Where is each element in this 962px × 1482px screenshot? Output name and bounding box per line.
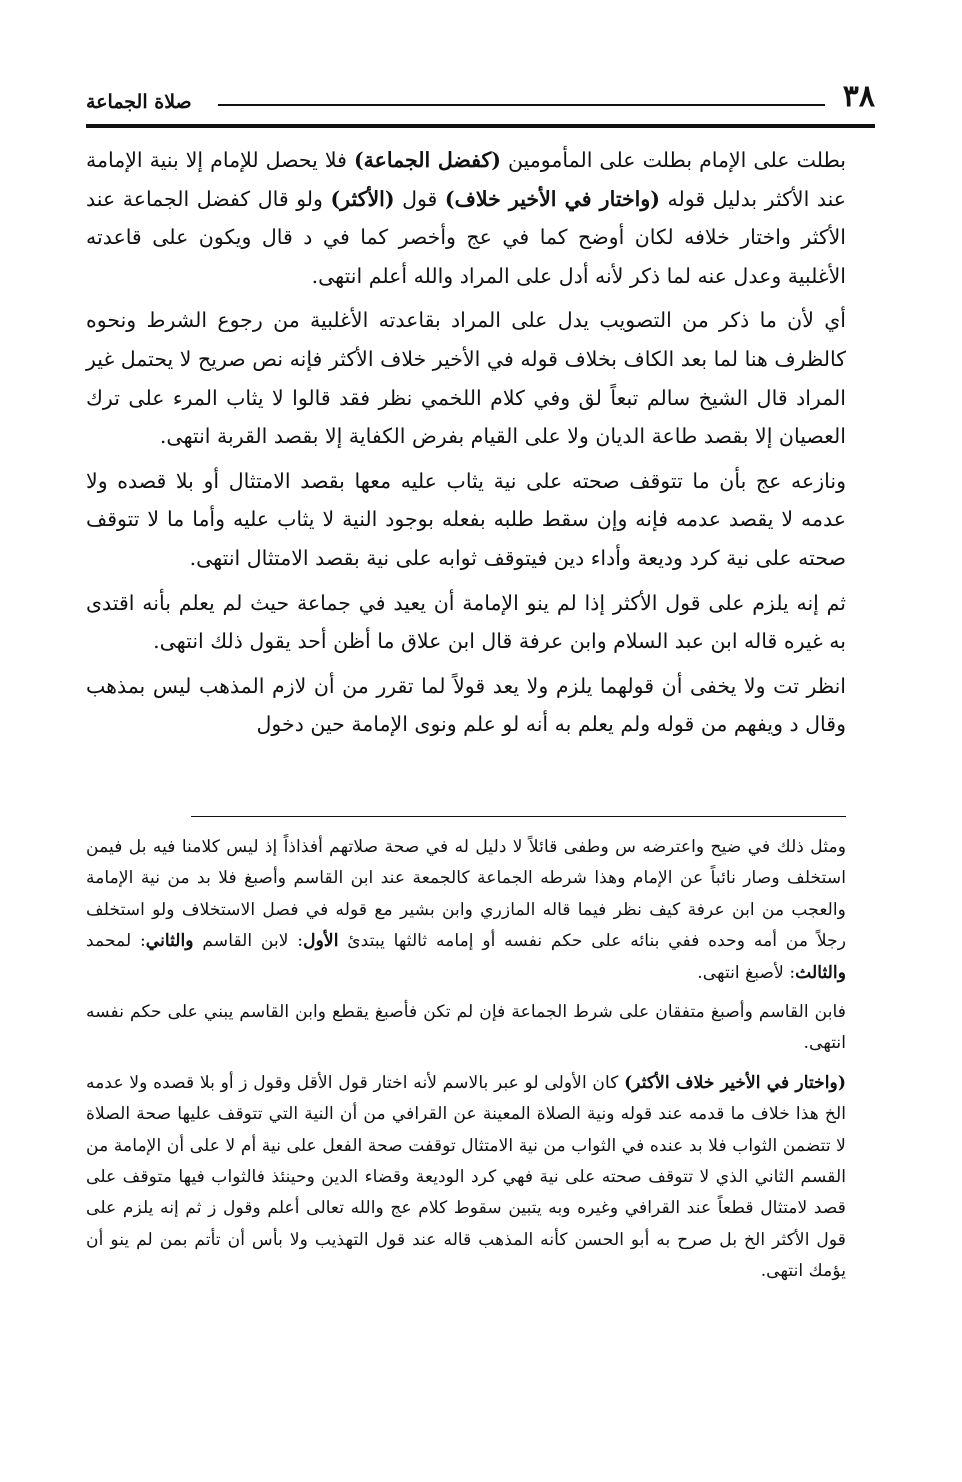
- bold-segment: (واختار في الأخير خلاف الأكثر): [624, 1072, 846, 1093]
- main-text: [86, 141, 846, 750]
- footnote-paragraph: [86, 1068, 846, 1288]
- text-segment: : لمحمد: [86, 931, 146, 952]
- text-segment: : لابن القاسم: [193, 931, 304, 952]
- running-title: صلاة الجماعة: [86, 91, 192, 113]
- header-rule: [218, 104, 825, 106]
- running-header: [86, 79, 875, 120]
- bold-segment: (واختار في الأخير خلاف): [444, 186, 660, 211]
- footnotes: [86, 832, 846, 1296]
- text-segment: قول: [394, 186, 445, 211]
- text-segment: كان الأولى لو عبر بالاسم لأنه اختار قول الأقل وقول ز أو بلا قصده ولا عدمه الخ هذا خلاف ما قدمه عند قوله ونية الصلاة المعينة عن القرافي من أن النية التي تتوقف عليها صحة الصلاة لا تتضمن الثواب فلا بد عنده في الثواب من نية الامتثال توقفت صحة الفعل على نية أم لا على أن الإمامة من القسم الثاني الذي لا تتوقف صحته على نية فهي كرد الوديعة وقضاء الدين وحينئذ فالثواب فيها متوقف على قصد لامتثال قطعاً عند القرافي وغيره وبه يتبين سقوط كلام عج والله تعالى أعلم وقول ز ثم إنه يلزم على قول الأكثر الخ بل صرح به أبو الحسن كأنه المذهب قاله عند قول التهذيب ولا بأس أن تأتم بمن لم ينو أن يؤمك انتهى.: [86, 1072, 846, 1282]
- text-segment: ولو قال كفضل الجماعة عند الأكثر واختار خلافه لكان أوضح كما في عج وأخصر كما في د قال ويكون على قاعدته الأغلبية وعدل عنه لما ذكر لأنه أدل على المراد والله أعلم انتهى.: [86, 186, 846, 288]
- bold-segment: والثالث: [795, 962, 846, 983]
- text-segment: : لأصبغ انتهى.: [697, 962, 796, 983]
- main-paragraph: [86, 584, 846, 661]
- footnote-paragraph: [86, 997, 846, 1060]
- text-segment: فابن القاسم وأصبغ متفقان على شرط الجماعة فإن لم تكن فأصبغ يقطع وابن القاسم يبني على حكم نفسه انتهى.: [86, 1002, 846, 1054]
- footnote-paragraph: [86, 832, 846, 989]
- text-segment: فلا يحصل للإمام إلا بنية الإمامة عند الأكثر بدليل قوله: [86, 148, 847, 211]
- main-paragraph: [86, 462, 846, 578]
- main-paragraph: [86, 667, 846, 744]
- header-divider: [86, 124, 875, 128]
- bold-segment: (الأكثر): [330, 186, 395, 211]
- main-paragraph: [86, 141, 846, 295]
- page-number: ٣٨: [842, 79, 875, 114]
- main-paragraph: [86, 301, 846, 455]
- text-segment: بطلت على الإمام بطلت على المأمومين: [500, 148, 847, 172]
- bold-segment: الأول: [303, 931, 339, 952]
- bold-segment: والثاني: [145, 931, 194, 952]
- footnote-separator: [191, 816, 846, 817]
- text-segment: ونازعه عج بأن ما تتوقف صحته على نية يثاب عليه معها بقصد الامتثال أو بلا قصده ولا عدمه لا يقصد عدمه فإنه وإن سقط طلبه بفعله بوجود النية لا يثاب عليه وأما ما لا تتوقف صحته على نية كرد وديعة وأداء دين فيتوقف ثوابه على نية بقصد الامتثال انتهى.: [86, 468, 846, 570]
- text-segment: انظر تت ولا يخفى أن قولهما يلزم ولا يعد قولاً لما تقرر من أن لازم المذهب ليس بمذهب وقال د ويفهم من قوله ولم يعلم به أنه لو علم ونوى الإمامة حين دخول: [86, 673, 846, 737]
- text-segment: أي لأن ما ذكر من التصويب يدل على المراد بقاعدته الأغلبية من رجوع الشرط ونحوه كالظرف هنا لما بعد الكاف بخلاف قوله في الأخير خلاف الأكثر فإنه نص صريح لا يحتمل غير المراد قال الشيخ سالم تبعاً لق وفي كلام اللخمي نظر فقد قالوا لا يثاب المرء على ترك العصيان إلا بقصد طاعة الديان ولا على القيام بفرض الكفاية إلا بقصد القربة انتهى.: [86, 308, 846, 449]
- text-segment: ثم إنه يلزم على قول الأكثر إذا لم ينو الإمامة أن يعيد في جماعة حيث لم يعلم بأنه اقتدى به غيره قاله ابن عبد السلام وابن عرفة قال ابن علاق ما أظن أحد يقول ذلك انتهى.: [86, 590, 846, 654]
- text-segment: ومثل ذلك في ضيح واعترضه س وطفى قائلاً لا دليل له في صحة صلاتهم أفذاذاً إذ ليس كلامنا فيه بل فيمن استخلف وصار نائباً عن الإمام وهذا شرطه الجماعة كالجمعة عند ابن القاسم وأصبغ فلا بد من نية الإمامة والعجب من ابن عرفة كيف نظر فيما قاله المازري وابن بشير مع قوله في فصل الاستخلاف ولو استخلف رجلاً من أمه وحده ففي بنائه على حكم نفسه أو إمامه ثالثها يبتدئ: [86, 837, 847, 952]
- bold-segment: (كفضل الجماعة): [353, 148, 501, 172]
